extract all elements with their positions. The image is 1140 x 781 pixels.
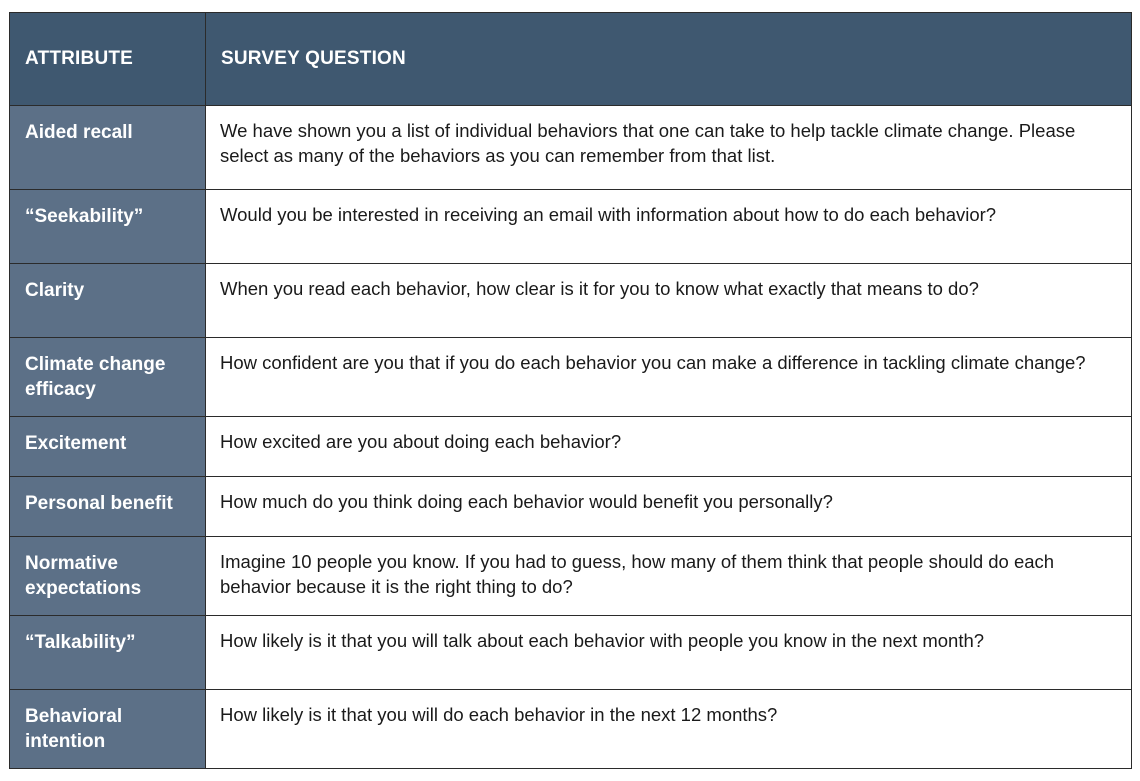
question-cell: When you read each behavior, how clear is it for you to know what exactly that means to do? (206, 264, 1132, 338)
question-cell: How much do you think doing each behavior would benefit you personally? (206, 477, 1132, 537)
attribute-cell: “Talkability” (10, 616, 206, 690)
table-row (10, 338, 1132, 417)
survey-attributes-table (9, 12, 1132, 769)
attribute-cell: Aided recall (10, 106, 206, 190)
attribute-cell: Climate change efficacy (10, 338, 206, 417)
table-header-row (10, 13, 1132, 106)
question-cell: How likely is it that you will talk about each behavior with people you know in the next month? (206, 616, 1132, 690)
table-row (10, 616, 1132, 690)
survey-attributes-table-container (9, 12, 1131, 769)
table-row (10, 190, 1132, 264)
attribute-cell: Excitement (10, 417, 206, 477)
table-row (10, 417, 1132, 477)
survey-question-column-header: SURVEY QUESTION (206, 13, 1132, 106)
question-cell: Imagine 10 people you know. If you had to guess, how many of them think that people should do each behavior because it is the right thing to do? (206, 537, 1132, 616)
table-row (10, 264, 1132, 338)
question-cell: How likely is it that you will do each behavior in the next 12 months? (206, 690, 1132, 769)
attribute-cell: “Seekability” (10, 190, 206, 264)
question-cell: How excited are you about doing each behavior? (206, 417, 1132, 477)
table-row (10, 690, 1132, 769)
attribute-cell: Behavioral intention (10, 690, 206, 769)
attribute-cell: Personal benefit (10, 477, 206, 537)
table-row (10, 477, 1132, 537)
attribute-cell: Clarity (10, 264, 206, 338)
table-row (10, 106, 1132, 190)
attribute-cell: Normative expectations (10, 537, 206, 616)
table-row (10, 537, 1132, 616)
question-cell: We have shown you a list of individual behaviors that one can take to help tackle climate change. Please select as many of the behaviors as you can remember from that list. (206, 106, 1132, 190)
attribute-column-header: ATTRIBUTE (10, 13, 206, 106)
question-cell: Would you be interested in receiving an email with information about how to do each behavior? (206, 190, 1132, 264)
question-cell: How confident are you that if you do each behavior you can make a difference in tackling climate change? (206, 338, 1132, 417)
